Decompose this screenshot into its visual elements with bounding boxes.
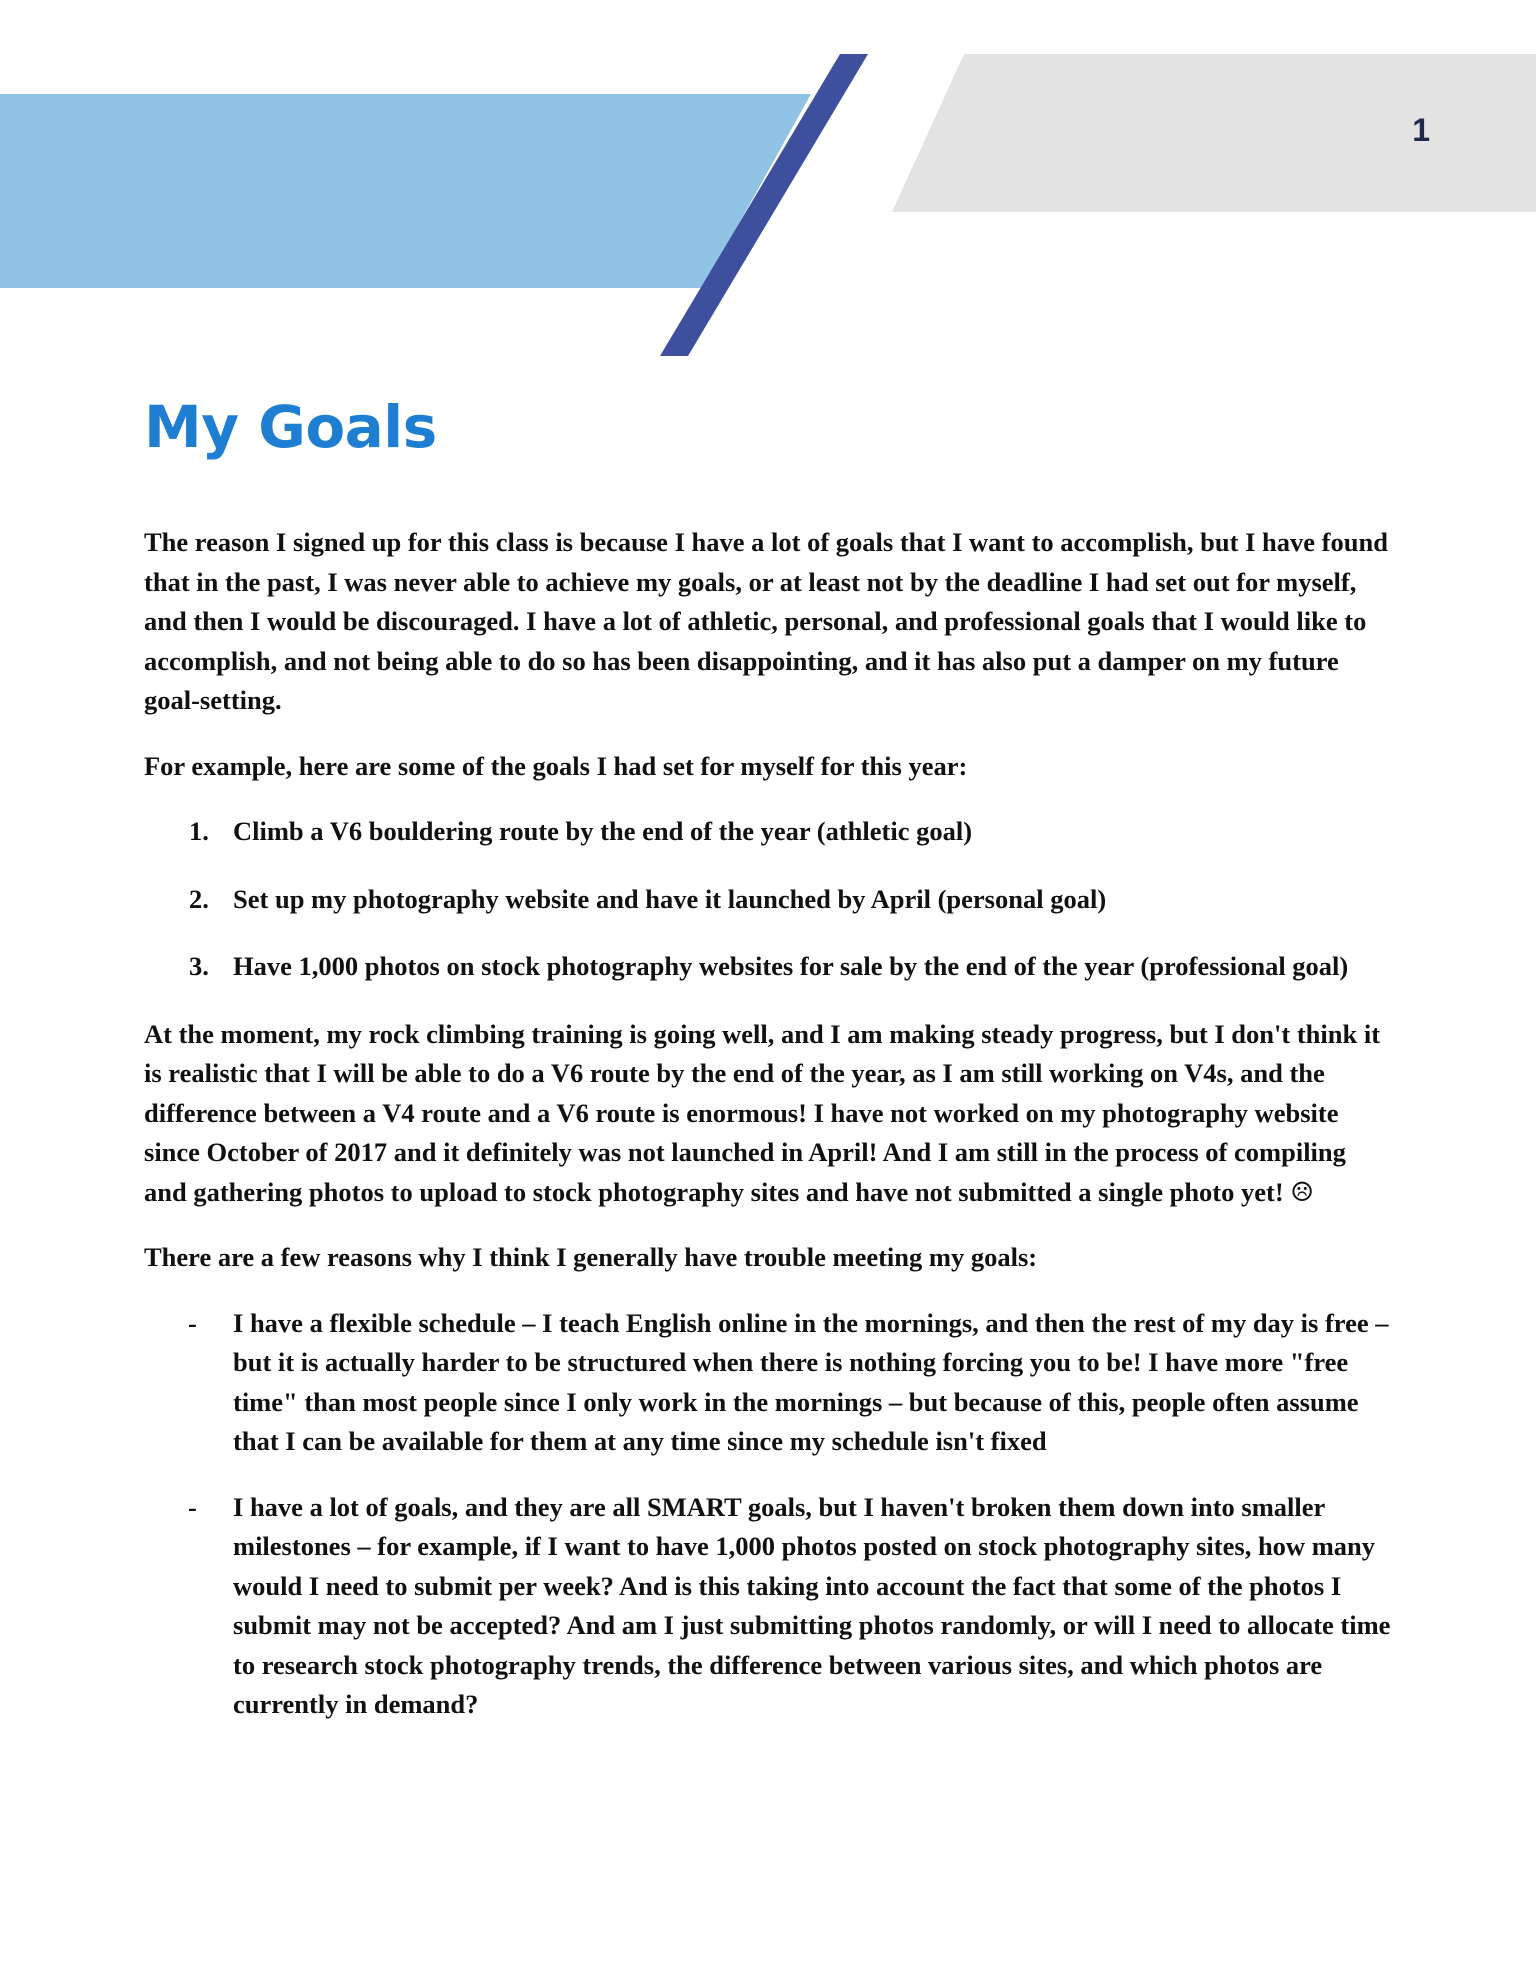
goal-text: Have 1,000 photos on stock photography websites for sale by the end of the year (professional goal) (233, 951, 1349, 981)
reason-text: I have a flexible schedule – I teach English online in the mornings, and then the rest of my day is free – but it is actually harder to be structured when there is nothing forcing you to be! I have more "free time" than most people since I only work in the mornings – but because of this, people often assume that I can be available for them at any time since my schedule isn't fixed (233, 1307, 1389, 1456)
reasons-lead-paragraph: There are a few reasons why I think I generally have trouble meeting my goals: (144, 1242, 1038, 1272)
reason-item (144, 1488, 1394, 1725)
reasons-list (144, 1304, 1394, 1725)
page-title: My Goals (144, 393, 437, 461)
goal-text: Set up my photography website and have it launched by April (personal goal) (233, 883, 1107, 914)
goal-item (144, 947, 1394, 987)
intro-paragraph: The reason I signed up for this class is because I have a lot of goals that I want to accomplish, but I have found that in the past, I was never able to achieve my goals, or at least not by the deadline I had set out for myself, and then I would be discouraged. I have a lot of athletic, personal, and professional goals that I would like to accomplish, and not being able to do so has been disappointing, and it has also put a damper on my future goal-setting. (144, 527, 1388, 715)
page-number: 1 (1412, 112, 1430, 148)
goals-list (144, 812, 1394, 987)
list-dash: - (188, 1491, 197, 1522)
list-number: 1. (189, 816, 209, 846)
goal-text: Climb a V6 bouldering route by the end of the year (athletic goal) (233, 816, 973, 846)
list-number: 3. (189, 951, 209, 981)
header-banner (0, 0, 1536, 360)
header-gray-band (892, 54, 1536, 212)
header-light-blue-band (0, 94, 811, 288)
reason-item (144, 1304, 1394, 1462)
list-number: 2. (189, 883, 209, 914)
reason-text: I have a lot of goals, and they are all SMART goals, but I haven't broken them down into smaller milestones – for example, if I want to have 1,000 photos posted on stock photography sites, how many would I need to submit per week? And is this taking into account the fact that some of the photos I submit may not be accepted? And am I just submitting photos randomly, or will I need to allocate time to research stock photography trends, the difference between various sites, and which photos are currently in demand? (233, 1491, 1391, 1719)
example-lead-paragraph: For example, here are some of the goals I had set for myself for this year: (144, 750, 968, 781)
goal-item (144, 880, 1394, 920)
progress-paragraph: At the moment, my rock climbing training is going well, and I am making steady progress, but I don't think it is realistic that I will be able to do a V6 route by the end of the year, as I am still working on V4s, and the difference between a V4 route and a V6 route is enormous! I have not worked on my photography website since October of 2017 and it definitely was not launched in April! And I am still in the process of compiling and gathering photos to upload to stock photography sites and have not submitted a single photo yet! ☹ (144, 1018, 1381, 1207)
document-body (144, 523, 1394, 1751)
list-dash: - (188, 1307, 197, 1338)
goal-item (144, 812, 1394, 852)
